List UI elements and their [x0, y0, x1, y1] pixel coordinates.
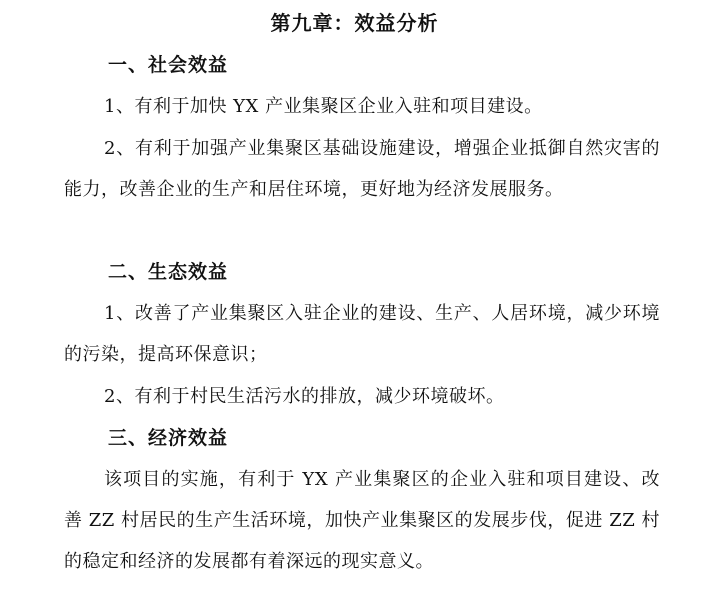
paragraph-ecological-1: 1、改善了产业集聚区入驻企业的建设、生产、人居环境，减少环境的污染，提高环保意识；	[64, 303, 660, 365]
chapter-title: 第九章：效益分析	[270, 11, 439, 35]
paragraph-social-1: 1、有利于加快 YX 产业集聚区企业入驻和项目建设。	[104, 96, 543, 117]
section-heading-social: 一、社会效益	[108, 54, 229, 76]
section-heading-ecological: 二、生态效益	[108, 261, 229, 283]
paragraph-social-2: 2、有利于加强产业集聚区基础设施建设，增强企业抵御自然灾害的能力，改善企业的生产和居住环境，更好地为经济发展服务。	[64, 138, 660, 200]
paragraph-ecological-2: 2、有利于村民生活污水的排放，减少环境破坏。	[104, 386, 505, 407]
section-heading-economic: 三、经济效益	[108, 427, 229, 449]
paragraph-economic-1: 该项目的实施，有利于 YX 产业集聚区的企业入驻和项目建设、改善 ZZ 村居民的生产生活环境，加快产业集聚区的发展步伐，促进 ZZ 村的稳定和经济的发展都有着深远的现实意义。	[64, 469, 660, 572]
